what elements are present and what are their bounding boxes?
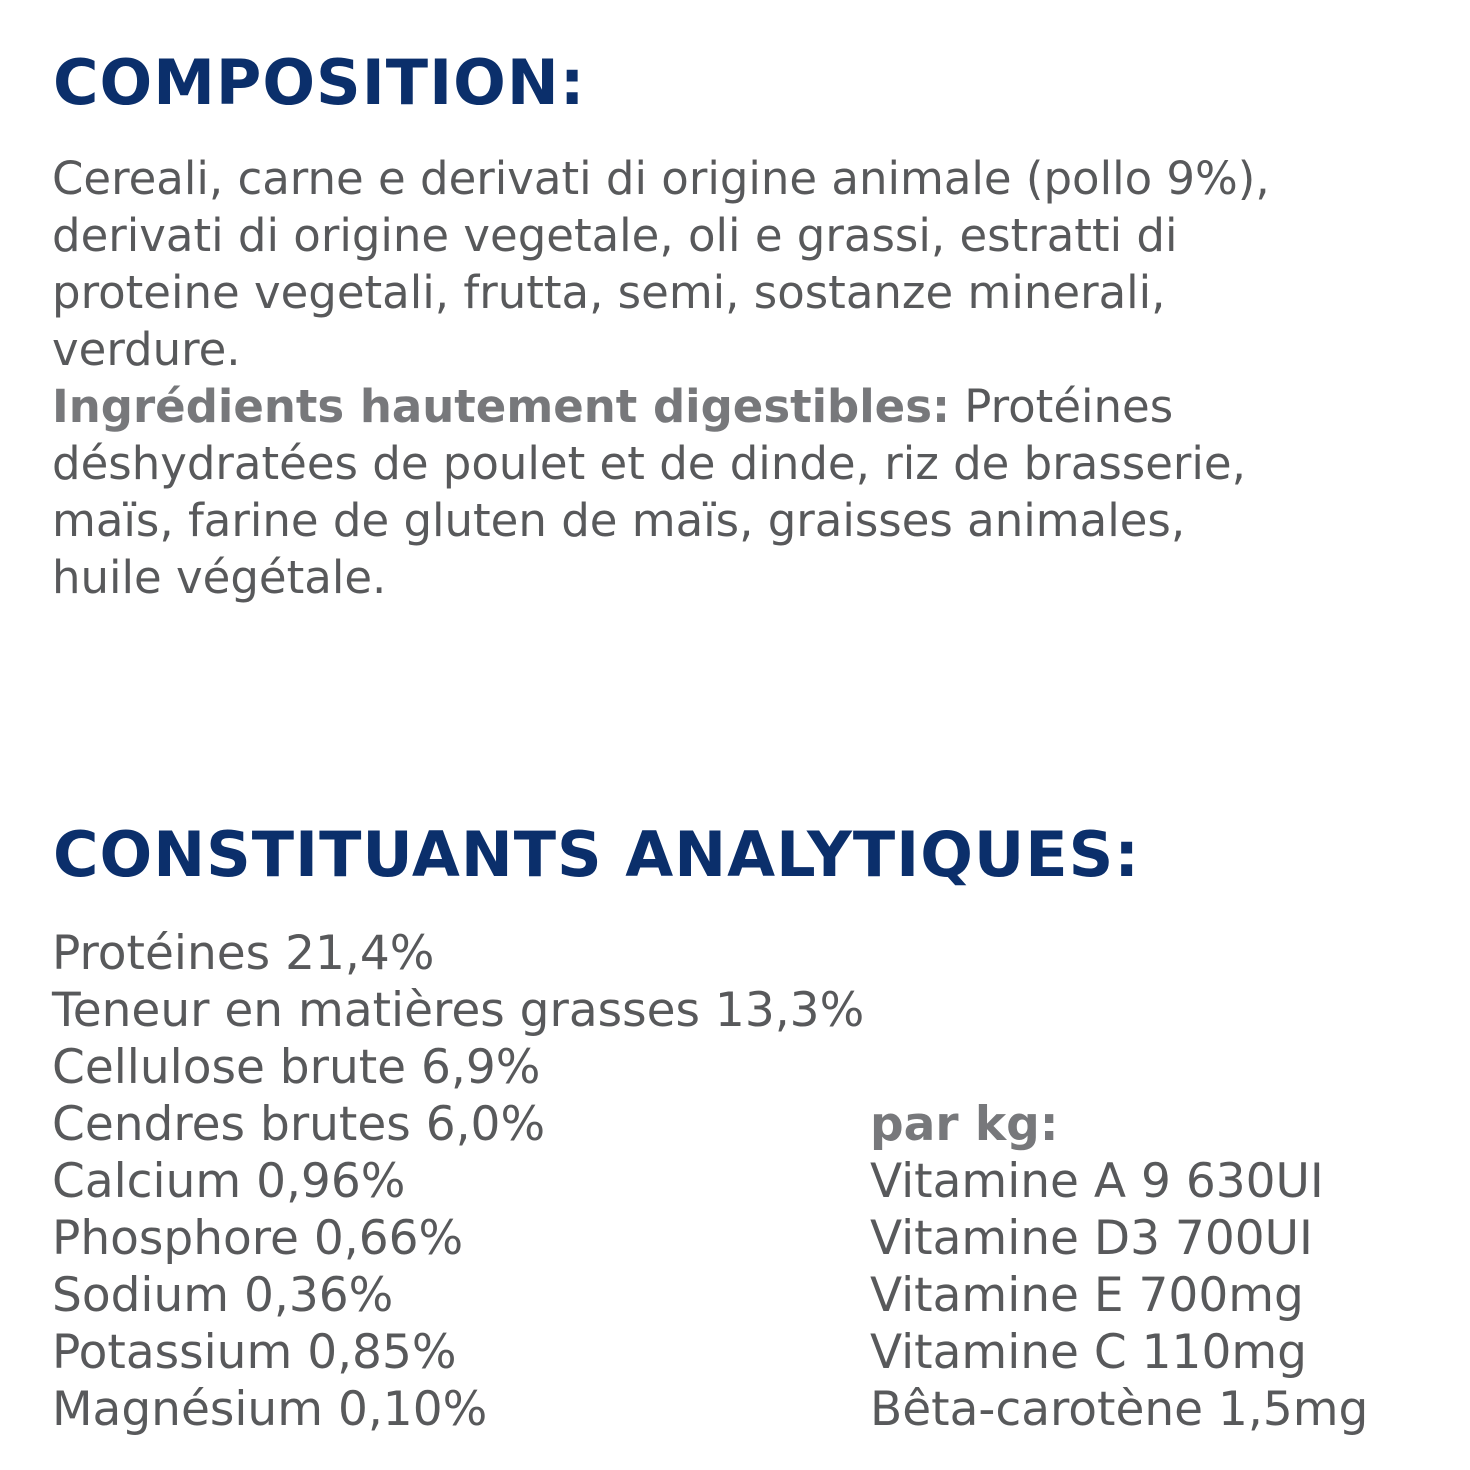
per-kg-label: par kg:	[870, 1097, 1059, 1152]
vitamin-item: Vitamine C 110mg	[870, 1325, 1307, 1380]
digestible-text: Protéines	[949, 380, 1174, 433]
analytical-item: Sodium 0,36%	[52, 1268, 394, 1323]
analytical-item: Calcium 0,96%	[52, 1154, 406, 1209]
digestible-label: Ingrédients hautement digestibles:	[52, 380, 950, 433]
analytical-item: Potassium 0,85%	[52, 1325, 457, 1380]
vitamin-item: Bêta-carotène 1,5mg	[870, 1382, 1369, 1437]
analytical-item: Cellulose brute 6,9%	[52, 1040, 541, 1095]
composition-line: verdure.	[52, 323, 241, 376]
digestible-line: maïs, farine de gluten de maïs, graisses animales,	[52, 494, 1186, 547]
composition-heading: COMPOSITION:	[53, 46, 586, 119]
analytical-item: Teneur en matières grasses 13,3%	[52, 983, 865, 1038]
composition-line: Cereali, carne e derivati di origine animale (pollo 9%),	[52, 152, 1270, 205]
digestible-line: déshydratées de poulet et de dinde, riz de brasserie,	[52, 437, 1246, 490]
analytical-heading: CONSTITUANTS ANALYTIQUES:	[53, 818, 1141, 891]
vitamin-item: Vitamine A 9 630UI	[870, 1154, 1324, 1209]
analytical-list	[52, 925, 864, 1438]
analytical-item: Phosphore 0,66%	[52, 1211, 464, 1266]
vitamin-item: Vitamine D3 700UI	[870, 1211, 1313, 1266]
composition-line: derivati di origine vegetale, oli e grassi, estratti di	[52, 209, 1178, 262]
analytical-item: Magnésium 0,10%	[52, 1382, 488, 1437]
digestible-line: huile végétale.	[52, 551, 387, 604]
vitamin-list	[870, 1096, 1368, 1438]
composition-line: proteine vegetali, frutta, semi, sostanze minerali,	[52, 266, 1166, 319]
composition-paragraph	[52, 150, 1270, 606]
analytical-item: Cendres brutes 6,0%	[52, 1097, 546, 1152]
digestible-line	[52, 378, 1270, 435]
vitamin-item: Vitamine E 700mg	[870, 1268, 1304, 1323]
analytical-item: Protéines 21,4%	[52, 926, 435, 981]
